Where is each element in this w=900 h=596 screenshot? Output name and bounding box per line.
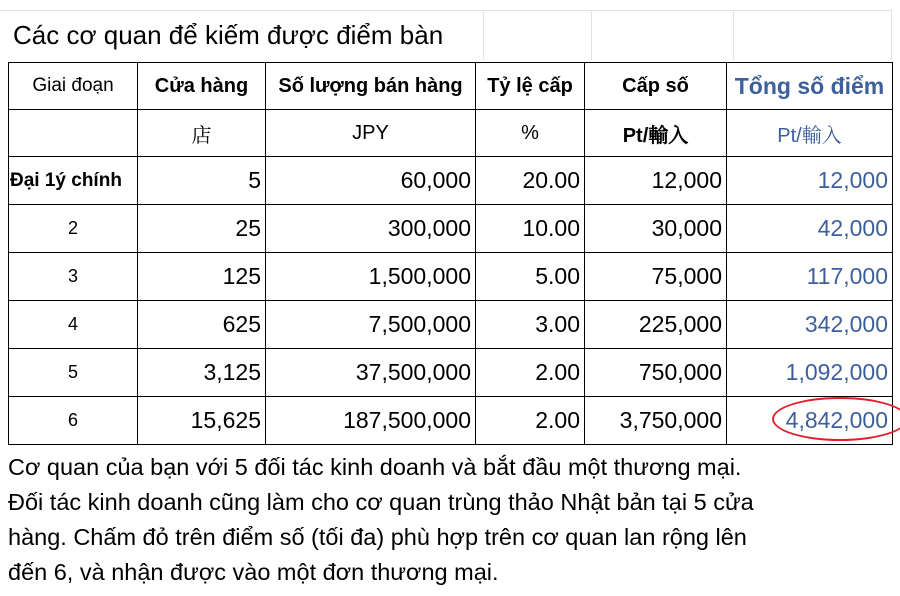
header-sales: Số lượng bán hàng [266, 63, 476, 110]
unit-rate: % [476, 110, 585, 157]
cell-level: 30,000 [585, 205, 727, 253]
cell-stores: 15,625 [138, 397, 266, 445]
cell-total: 342,000 [727, 301, 893, 349]
unit-stage [9, 110, 138, 157]
cell-total: 12,000 [727, 157, 893, 205]
cell-stage: Đại 1ý chính [9, 157, 138, 205]
cell-level: 225,000 [585, 301, 727, 349]
cell-stage: 2 [9, 205, 138, 253]
paragraph-line: Đối tác kinh doanh cũng làm cho cơ quan trùng thảo Nhật bản tại 5 cửa [8, 489, 754, 515]
cell-sales: 7,500,000 [266, 301, 476, 349]
header-level: Cấp số [585, 63, 727, 110]
cell-level: 750,000 [585, 349, 727, 397]
unit-stores: 店 [138, 110, 266, 157]
header-rate: Tỷ lệ cấp [476, 63, 585, 110]
cell-stores: 25 [138, 205, 266, 253]
header-stage: Giai đoạn [9, 63, 138, 110]
header-total-points: Tổng số điểm [727, 63, 893, 110]
highlighted-total [786, 407, 888, 434]
unit-sales: JPY [266, 110, 476, 157]
header-row [9, 63, 893, 110]
table-row [9, 205, 893, 253]
paragraph-line: hàng. Chấm đỏ trên điểm số (tối đa) phù hợp trên cơ quan lan rộng lên [8, 524, 747, 550]
cell-total-max [727, 397, 893, 445]
cell-stage: 3 [9, 253, 138, 301]
paragraph-line: đến 6, và nhận được vào một đơn thương mại. [8, 559, 499, 585]
cell-sales: 60,000 [266, 157, 476, 205]
cell-rate: 3.00 [476, 301, 585, 349]
unit-row [9, 110, 893, 157]
cell-level: 12,000 [585, 157, 727, 205]
header-stores: Cửa hàng [138, 63, 266, 110]
sheet-title: Các cơ quan để kiếm được điểm bàn [13, 20, 444, 50]
cell-rate: 2.00 [476, 349, 585, 397]
cell-stores: 125 [138, 253, 266, 301]
max-total-value: 4,842,000 [785, 407, 888, 433]
cell-sales: 1,500,000 [266, 253, 476, 301]
unit-total-points: Pt/輸入 [727, 110, 893, 157]
table-row [9, 301, 893, 349]
cell-stores: 3,125 [138, 349, 266, 397]
cell-total: 1,092,000 [727, 349, 893, 397]
cell-stage: 6 [9, 397, 138, 445]
cell-sales: 300,000 [266, 205, 476, 253]
cell-sales: 187,500,000 [266, 397, 476, 445]
cell-stores: 5 [138, 157, 266, 205]
cell-level: 75,000 [585, 253, 727, 301]
cell-sales: 37,500,000 [266, 349, 476, 397]
cell-rate: 5.00 [476, 253, 585, 301]
table-row [9, 349, 893, 397]
cell-rate: 20.00 [476, 157, 585, 205]
table-row [9, 397, 893, 445]
points-table [8, 62, 893, 445]
cell-rate: 2.00 [476, 397, 585, 445]
cell-total: 42,000 [727, 205, 893, 253]
table-row [9, 157, 893, 205]
cell-stage: 5 [9, 349, 138, 397]
cell-total: 117,000 [727, 253, 893, 301]
cell-stores: 625 [138, 301, 266, 349]
unit-level: Pt/輸入 [585, 110, 727, 157]
red-circle-highlight [772, 397, 900, 441]
cell-level: 3,750,000 [585, 397, 727, 445]
paragraph-line: Cơ quan của bạn với 5 đối tác kinh doanh và bắt đầu một thương mại. [8, 454, 742, 480]
cell-stage: 4 [9, 301, 138, 349]
explanation-paragraph [8, 450, 900, 590]
table-row [9, 253, 893, 301]
cell-rate: 10.00 [476, 205, 585, 253]
